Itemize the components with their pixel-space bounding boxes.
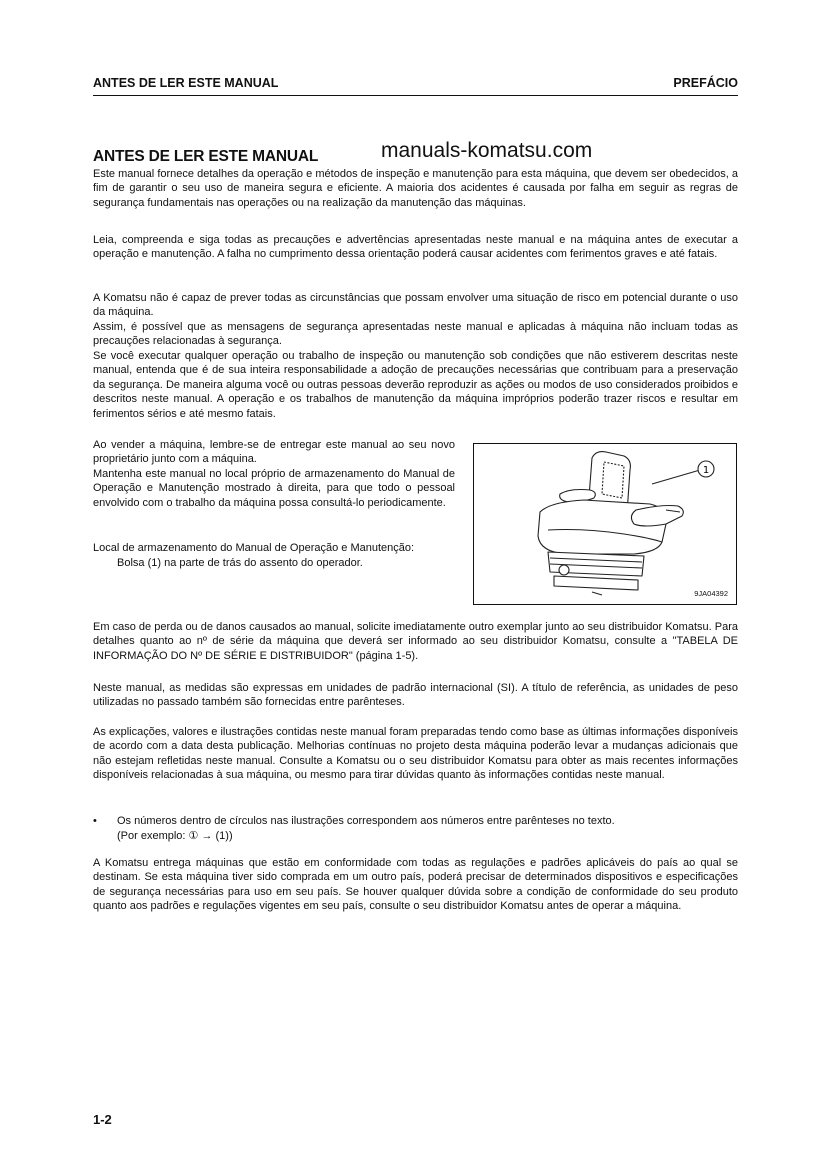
header-chapter-title: PREFÁCIO xyxy=(673,76,738,90)
paragraph-intro: Este manual fornece detalhes da operação e métodos de inspeção e manutenção para esta máquina, que devem ser obedecidos, a fim de garantir o seu uso de maneira segura e eficiente. A maioria dos acidentes é causada por falha em seguir as regras de segurança fundamentais nas operações ou na realização da manutenção das máquinas. xyxy=(93,168,738,209)
paragraph-komatsu-cannot-predict: A Komatsu não é capaz de prever todas as circunstâncias que possam envolver uma situação de risco em potencial durante o uso da máquina. xyxy=(93,292,738,319)
paragraph-read-understand: Leia, compreenda e siga todas as precauções e advertências apresentadas neste manual e na máquina antes de executar a operação e manutenção. A falha no cumprimento dessa orientação poderá causar acidentes com ferimentos graves e até fatais. xyxy=(93,234,738,261)
paragraph-storage-pocket: Bolsa (1) na parte de trás do assento do operador. xyxy=(117,557,363,569)
paragraph-keep-manual: Mantenha este manual no local próprio de armazenamento do Manual de Operação e Manutenção mostrado à direita, para que todo o pessoal envolvido com o trabalho da máquina possa consultá-lo periodicamente. xyxy=(93,468,455,509)
watermark-text: manuals-komatsu.com xyxy=(381,139,593,162)
paragraph-responsibility: Se você executar qualquer operação ou trabalho de inspeção ou manutenção sob condições que não estiverem descritas neste manual, entenda que é de sua inteira responsabilidade a adoção de precauções necessárias que contribuam para a preservação da segurança. De maneira alguma você ou outras pessoas deverão reproduzir as ações ou modos de uso considerados proibidos e descritos neste manual. A operação e os trabalhos de manutenção da máquina impróprios poderão trazer riscos e resultar em ferimentos sérios e até mesmo fatais. xyxy=(93,350,738,420)
paragraph-safety-messages: Assim, é possível que as mensagens de segurança apresentadas neste manual e aplicadas à máquina não incluam todas as precauções relacionadas à segurança. xyxy=(93,321,738,348)
bullet-example-text: (Por exemplo: ① → (1)) xyxy=(117,830,233,842)
operator-seat-illustration xyxy=(474,444,736,604)
header-rule xyxy=(93,95,738,96)
figure-code: 9JA04392 xyxy=(694,589,728,598)
bullet-dot: • xyxy=(93,815,97,827)
paragraph-selling-machine: Ao vender a máquina, lembre-se de entregar este manual ao seu novo proprietário junto com a máquina. xyxy=(93,439,455,466)
bullet-text: Os números dentro de círculos nas ilustrações correspondem aos números entre parênteses no texto. xyxy=(117,815,615,827)
page-header xyxy=(93,76,738,92)
seat-figure xyxy=(473,443,737,605)
figure-callout-number: 1 xyxy=(702,465,710,476)
page-number: 1-2 xyxy=(93,1112,112,1127)
paragraph-conformity: A Komatsu entrega máquinas que estão em conformidade com todas as regulações e padrões aplicáveis do país ao qual se destinam. Se esta máquina tiver sido comprada em um outro país, poderá precisar de determinados dispositivos e especificações de segurança necessárias para uso em seu país. Se houver qualquer dúvida sobre a condição de conformidade do seu produto quanto aos padrões e regulações vigentes em seu país, consulte o seu distribuidor Komatsu antes de operar a máquina. xyxy=(93,857,738,913)
section-title: ANTES DE LER ESTE MANUAL xyxy=(93,148,319,165)
paragraph-explanations: As explicações, valores e ilustrações contidas neste manual foram preparadas tendo como base as últimas informações disponíveis de acordo com a data desta publicação. Melhorias contínuas no projeto desta máquina poderão levar a mudanças adicionais que não estejam refletidas neste manual. Consulte a Komatsu ou o seu distribuidor Komatsu para obter as mais recentes informações disponíveis relacionadas à sua máquina, ou mesmo para tirar dúvidas quanto às informações contidas neste manual. xyxy=(93,726,738,782)
paragraph-lost-manual: Em caso de perda ou de danos causados ao manual, solicite imediatamente outro exemplar junto ao seu distribuidor Komatsu. Para detalhes quanto ao nº de série da máquina que deverá ser informado ao seu distribuidor Komatsu, consulte a "TABELA DE INFORMAÇÃO DO Nº DE SÉRIE E DISTRIBUIDOR" (página 1-5). xyxy=(93,621,738,662)
paragraph-storage-location: Local de armazenamento do Manual de Operação e Manutenção: xyxy=(93,542,415,554)
paragraph-si-units: Neste manual, as medidas são expressas em unidades de padrão internacional (SI). A título de referência, as unidades de peso utilizadas no passado também são fornecidas entre parênteses. xyxy=(93,682,738,709)
header-section-title: ANTES DE LER ESTE MANUAL xyxy=(93,76,279,90)
